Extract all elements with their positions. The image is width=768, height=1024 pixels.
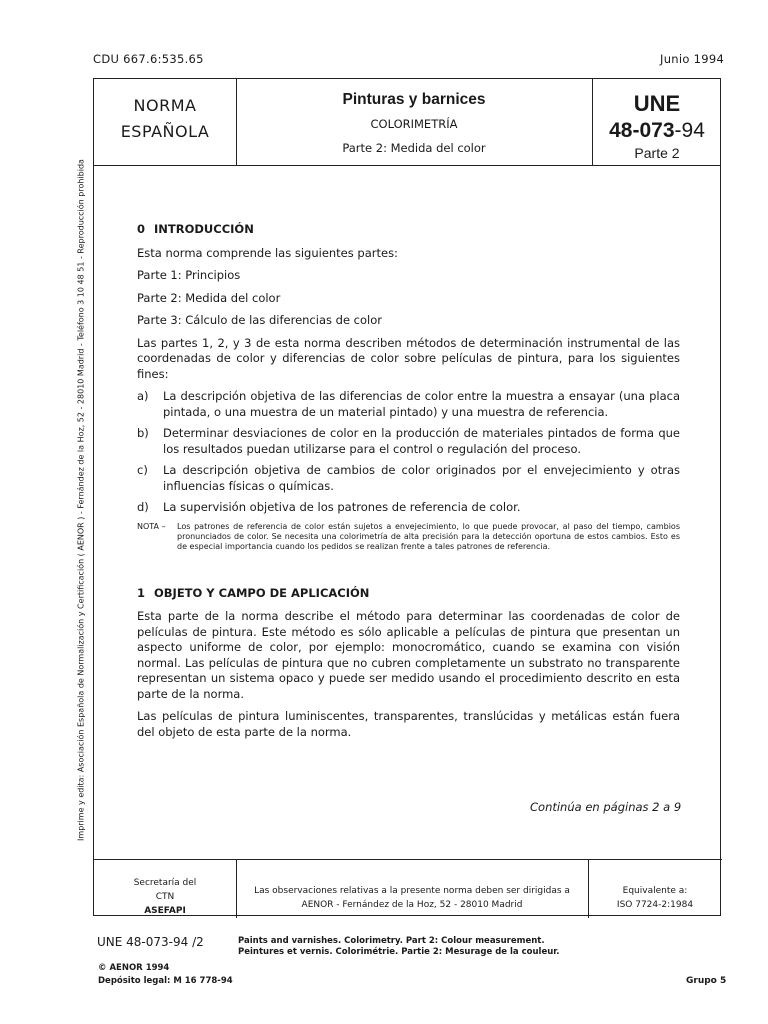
main-content — [137, 222, 680, 747]
grupo-label: Grupo 5 — [686, 976, 727, 986]
nota-block — [137, 522, 680, 552]
cdu-code: CDU 667.6:535.65 — [93, 52, 204, 66]
list-text: La supervisión objetiva de los patrones de referencia de color. — [163, 500, 521, 514]
une-part: Parte 2 — [634, 145, 680, 161]
list-text: La descripción objetiva de cambios de color originados por el envejecimiento y otras influencias físicas o químicas. — [163, 463, 680, 493]
continua-note: Continúa en páginas 2 a 9 — [530, 800, 682, 814]
objeto-paragraph-1: Esta parte de la norma describe el método para determinar las coordenadas de color de películas de pintura. Este método es sólo aplicable a películas de pintura que presentan un aspecto uniforme de color, por ejemplo: monocromático, cuando se examina con visión normal. Las películas de pintura que no cubren completamente un substrato no transparente representan un sistema opaco y puede ser medido usando el procedimiento descrito en esta parte de la norma. — [137, 609, 680, 701]
une-number-main: 48-073 — [609, 119, 675, 142]
objeto-paragraph-2: Las películas de pintura luminiscentes, transparentes, translúcidas y metálicas están fuera del objeto de esta parte de la norma. — [137, 709, 680, 739]
section-1-heading — [137, 586, 680, 602]
section-0-title: INTRODUCCIÓN — [154, 222, 254, 236]
list-item — [137, 500, 680, 516]
parte-2-line: Parte 2: Medida del color — [137, 290, 281, 305]
list-text: Determinar desviaciones de color en la producción de materiales pintados de forma que los resultados puedan utilizarse para el control o regulación del proceso. — [163, 426, 680, 456]
list-marker: b) — [137, 426, 149, 440]
document-part-title: Parte 2: Medida del color — [342, 141, 486, 155]
observaciones-line1: Las observaciones relativas a la presente norma deben ser dirigidas a — [254, 886, 570, 896]
side-publisher-text — [74, 120, 88, 880]
list-marker: c) — [137, 463, 148, 477]
list-item — [137, 463, 680, 494]
header-divider — [94, 165, 720, 166]
equivalente-cell — [588, 860, 722, 918]
secretaria-cell — [94, 860, 236, 918]
norma-line1: NORMA — [133, 96, 197, 115]
deposito-legal: Depósito legal: M 16 778-94 — [98, 976, 233, 986]
une-code-block — [592, 91, 722, 161]
document-subtitle: COLORIMETRÍA — [370, 117, 458, 131]
equivalente-line2: ISO 7724-2:1984 — [616, 900, 694, 910]
une-label: UNE — [633, 91, 681, 116]
nota-text: Los patrones de referencia de color están sujetos a envejecimiento, lo que puede provocar, al paso del tiempo, cambios pronunciados de color. Se necesita una colorimetría de alta precisión para la detección oportuna de estos cambios. Esto es de especial importancia cuando los pedidos se realizan frente a tales patrones de referencia. — [177, 521, 680, 551]
norma-line2: ESPAÑOLA — [120, 122, 210, 141]
publication-date: Junio 1994 — [660, 52, 725, 66]
document-title: Pinturas y barnices — [342, 91, 486, 108]
secretaria-line2: CTN — [155, 892, 175, 902]
secretaria-line3: ASEFAPI — [144, 906, 186, 916]
secretaria-line1: Secretaría del — [133, 878, 197, 888]
copyright: © AENOR 1994 — [98, 963, 170, 973]
observaciones-cell — [236, 860, 588, 918]
section-0-number: 0 — [137, 222, 146, 236]
section-1-number: 1 — [137, 585, 146, 600]
title-block — [236, 91, 592, 155]
list-item — [137, 389, 680, 420]
title-english: Paints and varnishes. Colorimetry. Part 2: Colour measurement. — [238, 936, 545, 946]
side-publisher-label: Imprime y edita: Asociación Española de Normalización y Certificación ( AENOR ) - Fernández de la Hoz, 52 - 28010 Madrid - Teléfono 3 10 48 51 - Reproducción prohibida — [76, 159, 86, 841]
title-french: Peintures et vernis. Colorimétrie. Partie 2: Mesurage de la couleur. — [238, 947, 560, 957]
footer-box — [94, 859, 722, 918]
bottom-document-code: UNE 48-073-94 /2 — [97, 935, 204, 949]
equivalente-line1: Equivalente a: — [622, 886, 688, 896]
section-1-title: OBJETO Y CAMPO DE APLICACIÓN — [154, 585, 370, 600]
bottom-translated-titles — [238, 936, 560, 958]
norma-espanola — [94, 93, 236, 145]
section-spacer — [137, 552, 680, 586]
une-number — [592, 117, 722, 145]
parte-1-line: Parte 1: Principios — [137, 268, 241, 282]
une-number-year: -94 — [674, 119, 705, 142]
partes-paragraph: Las partes 1, 2, y 3 de esta norma describen métodos de determinación instrumental de las coordenadas de color y diferencias de color sobre películas de pintura, para los siguientes fines: — [137, 335, 680, 381]
list-text: La descripción objetiva de las diferencias de color entre la muestra a ensayar (una placa pintada, o una muestra de un material pintado) y una muestra de referencia. — [163, 389, 680, 419]
section-0-heading — [137, 222, 680, 238]
list-marker: d) — [137, 500, 149, 514]
copyright-block — [98, 962, 233, 988]
parte-3-line: Parte 3: Cálculo de las diferencias de color — [137, 313, 382, 327]
intro-paragraph: Esta norma comprende las siguientes partes: — [137, 245, 398, 260]
observaciones-line2: AENOR - Fernández de la Hoz, 52 - 28010 Madrid — [301, 900, 523, 910]
list-marker: a) — [137, 389, 149, 403]
list-item — [137, 426, 680, 457]
nota-label: NOTA – — [137, 521, 166, 531]
